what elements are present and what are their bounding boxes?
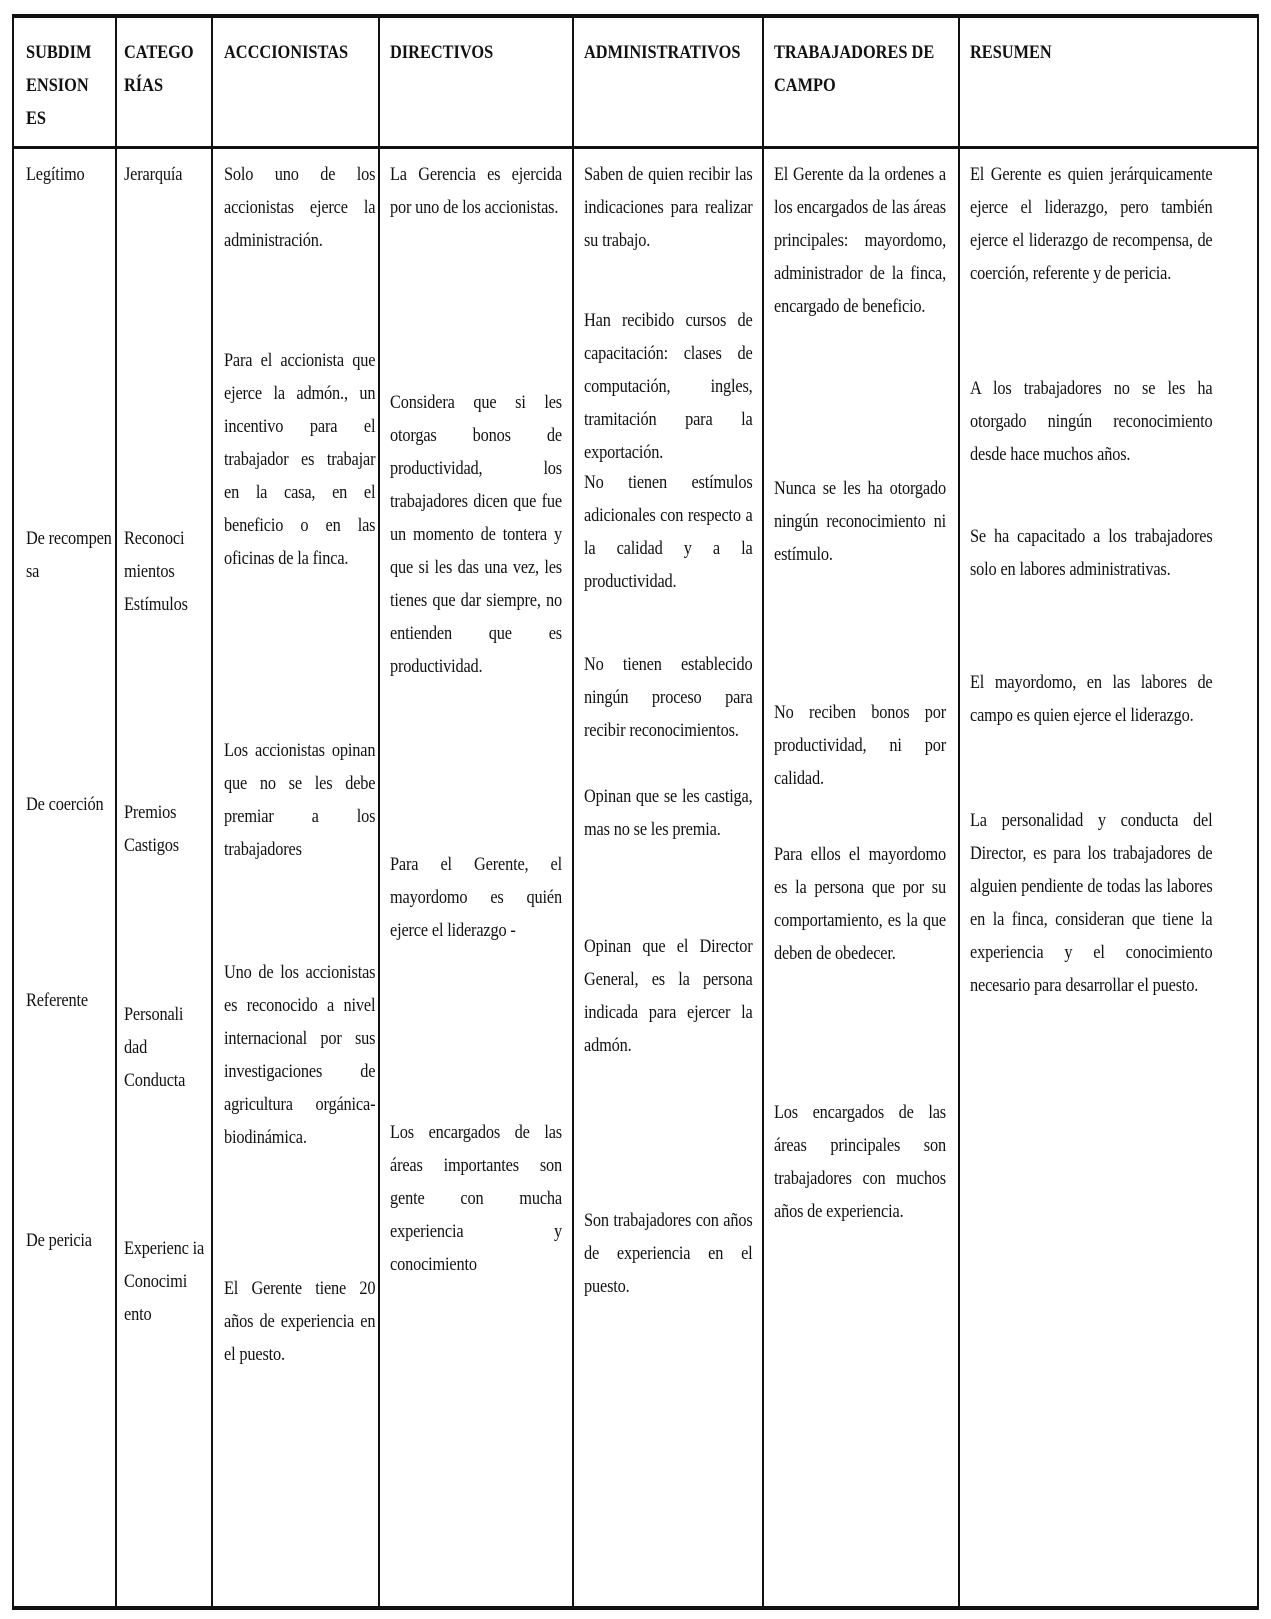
- resumen-text-2: A los trabajadores no se les ha otorgado ningún reconocimiento desde hace muchos años.: [970, 378, 1213, 465]
- accionistas-text-4: Uno de los accionistas es reconocido a nivel internacional por sus investigaciones de agricultura orgánica-biodinámica.: [224, 962, 376, 1148]
- header-administrativos: ADMINISTRATIVOS: [584, 42, 741, 63]
- administrativos-text-4: No tienen establecido ningún proceso para recibir reconocimientos.: [584, 654, 753, 741]
- header-directivos: DIRECTIVOS: [390, 42, 494, 63]
- subdimension-recompensa: De recompen sa: [26, 528, 112, 582]
- trabajadores-text-2: Nunca se les ha otorgado ningún reconocimiento ni estímulo.: [774, 478, 946, 565]
- subdimension-legitimo: Legítimo: [26, 164, 85, 185]
- subdimension-coercion: De coerción: [26, 794, 104, 815]
- accionistas-text-3: Los accionistas opinan que no se les debe premiar a los trabajadores: [224, 740, 376, 860]
- categoria-personalidad: Personali dad Conducta: [124, 1004, 186, 1091]
- accionistas-text-2: Para el accionista que ejerce la admón., un incentivo para el trabajador es trabajar en la casa, en el beneficio o en las oficinas de la finca.: [224, 350, 376, 569]
- header-trabajadores: TRABAJADORES DE CAMPO: [774, 42, 935, 96]
- column-divider: [378, 18, 380, 1606]
- resumen-text-1: El Gerente es quien jerárquicamente ejerce el liderazgo, pero también ejerce el liderazgo de recompensa, de coerción, referente y de pericia.: [970, 164, 1213, 284]
- categoria-experiencia: Experienc ia Conocimi ento: [124, 1238, 205, 1325]
- column-divider: [572, 18, 574, 1606]
- trabajadores-text-5: Los encargados de las áreas principales son trabajadores con muchos años de experiencia.: [774, 1102, 946, 1222]
- categoria-reconocimientos: Reconoci mientos Estímulos: [124, 528, 188, 615]
- column-divider: [762, 18, 764, 1606]
- resumen-text-5: La personalidad y conducta del Director, es para los trabajadores de alguien pendiente de todas las labores en la finca, consideran que tiene la experiencia y el conocimiento necesario para desarrollar el puesto.: [970, 810, 1213, 996]
- header-subdimensiones: SUBDIM ENSION ES: [26, 42, 92, 129]
- header-accionistas: ACCCIONISTAS: [224, 42, 349, 63]
- column-divider: [115, 18, 117, 1606]
- directivos-text-1: La Gerencia es ejercida por uno de los accionistas.: [390, 164, 562, 218]
- categoria-jerarquia: Jerarquía: [124, 164, 183, 185]
- trabajadores-text-1: El Gerente da la ordenes a los encargados de las áreas principales: mayordomo, administrador de la finca, encargado de beneficio.: [774, 164, 946, 317]
- administrativos-text-7: Son trabajadores con años de experiencia en el puesto.: [584, 1210, 753, 1297]
- resumen-text-3: Se ha capacitado a los trabajadores solo en labores administrativas.: [970, 526, 1213, 580]
- column-divider: [958, 18, 960, 1606]
- resumen-text-4: El mayordomo, en las labores de campo es quien ejerce el liderazgo.: [970, 672, 1213, 726]
- subdimension-referente: Referente: [26, 990, 88, 1011]
- header-categorias: CATEGO RÍAS: [124, 42, 194, 96]
- administrativos-text-5: Opinan que se les castiga, mas no se les premia.: [584, 786, 753, 840]
- trabajadores-text-4: Para ellos el mayordomo es la persona que por su comportamiento, es la que deben de obedecer.: [774, 844, 946, 964]
- subdimension-pericia: De pericia: [26, 1230, 92, 1251]
- directivos-text-3: Para el Gerente, el mayordomo es quién ejerce el liderazgo -: [390, 854, 562, 941]
- administrativos-text-2: Han recibido cursos de capacitación: clases de computación, ingles, tramitación para la exportación.: [584, 310, 753, 463]
- administrativos-text-6: Opinan que el Director General, es la persona indicada para ejercer la admón.: [584, 936, 753, 1056]
- administrativos-text-1: Saben de quien recibir las indicaciones para realizar su trabajo.: [584, 164, 753, 251]
- column-divider: [211, 18, 213, 1606]
- accionistas-text-1: Solo uno de los accionistas ejerce la administración.: [224, 164, 376, 251]
- header-divider: [14, 146, 1257, 149]
- trabajadores-text-3: No reciben bonos por productividad, ni por calidad.: [774, 702, 946, 789]
- categoria-premios: Premios Castigos: [124, 802, 179, 856]
- header-resumen: RESUMEN: [970, 42, 1052, 63]
- accionistas-text-5: El Gerente tiene 20 años de experiencia en el puesto.: [224, 1278, 376, 1365]
- directivos-text-2: Considera que si les otorgas bonos de productividad, los trabajadores dicen que fue un momento de tontera y que si les das una vez, les tienes que dar siempre, no entienden que es productividad.: [390, 392, 562, 677]
- leadership-table: [12, 14, 1259, 1610]
- administrativos-text-3: No tienen estímulos adicionales con respecto a la calidad y a la productividad.: [584, 472, 753, 592]
- directivos-text-4: Los encargados de las áreas importantes son gente con mucha experiencia y conocimiento: [390, 1122, 562, 1275]
